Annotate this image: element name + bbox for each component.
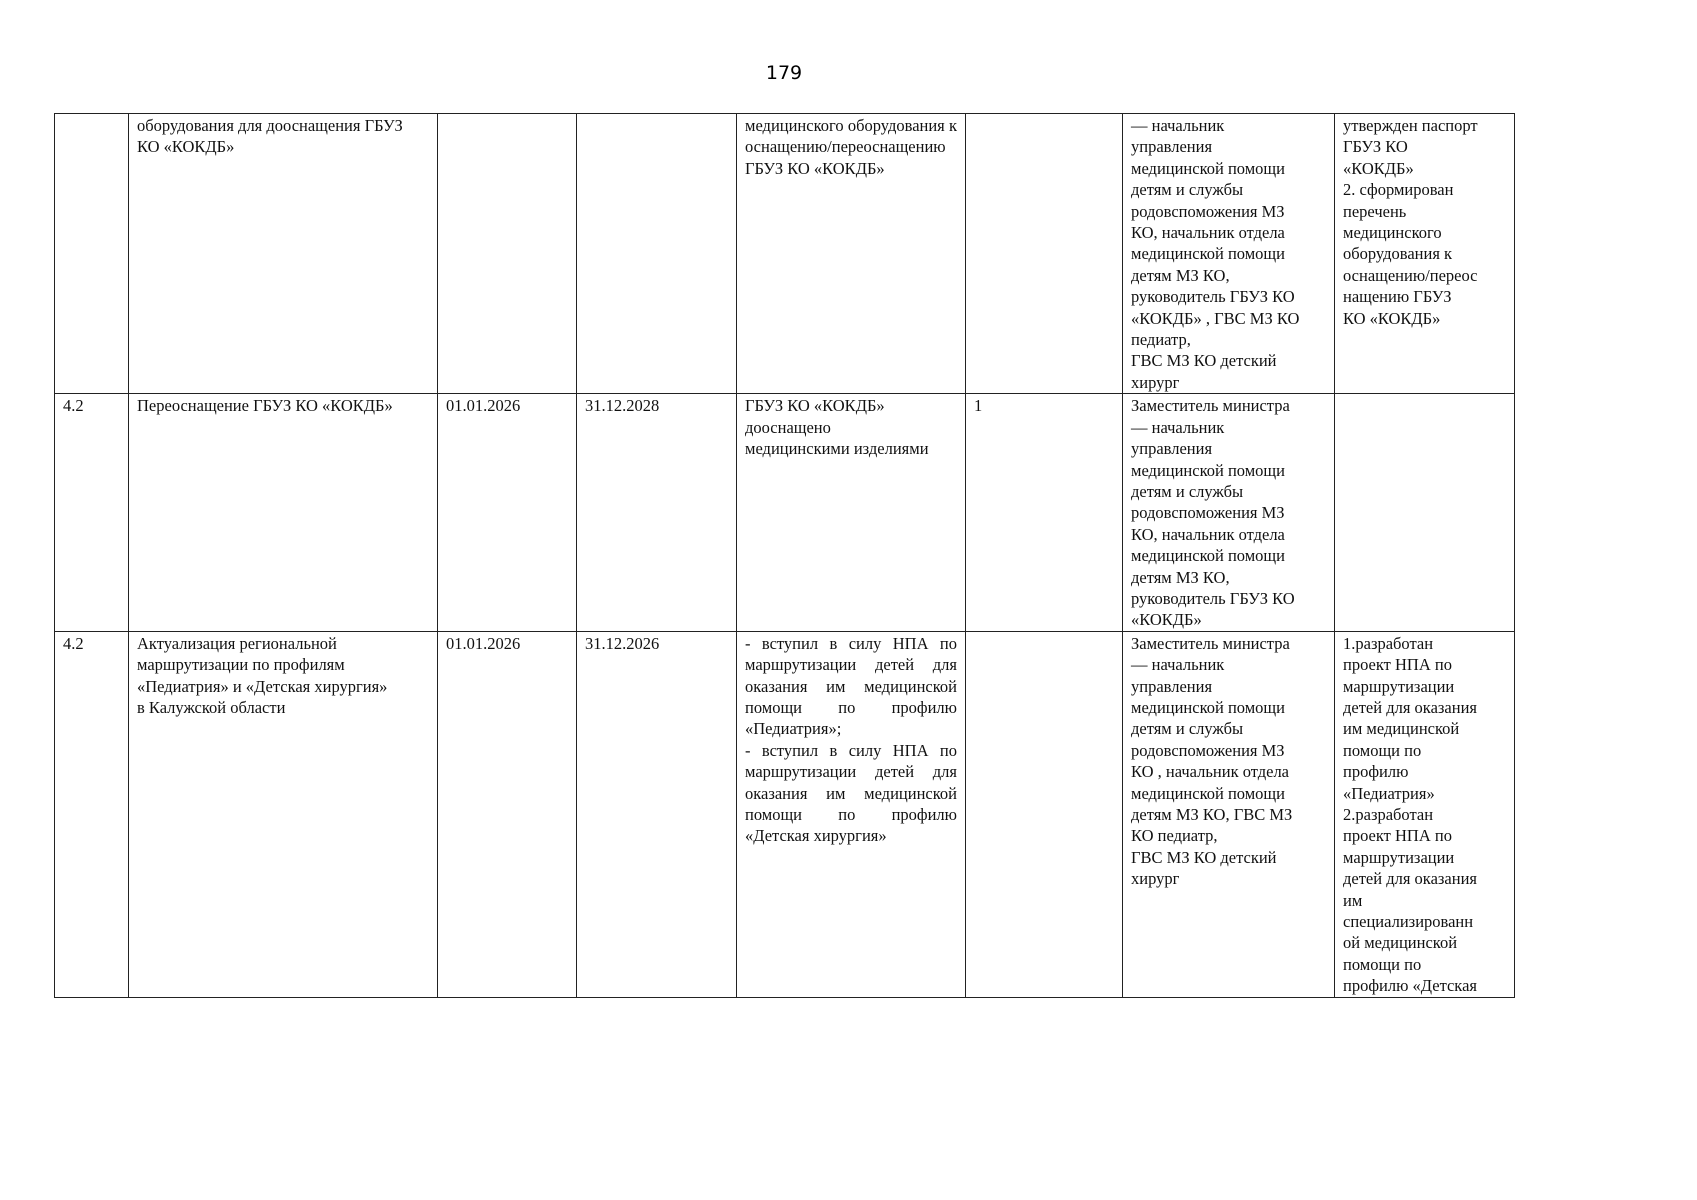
cell-activity: Актуализация региональной маршрутизации по профилям «Педиатрия» и «Детская хирургия» в Калужской области	[129, 631, 438, 997]
cell-end-date	[577, 114, 737, 394]
table-row	[55, 631, 1515, 997]
cell-number: 4.2	[55, 631, 129, 997]
cell-value: 1	[966, 394, 1123, 631]
cell-end-date: 31.12.2028	[577, 394, 737, 631]
cell-end-date: 31.12.2026	[577, 631, 737, 997]
cell-control: 1.разработан проект НПА по маршрутизации детей для оказания им медицинской помощи по профилю «Педиатрия» 2.разработан проект НПА по маршрутизации детей для оказания им специализированн ой медицинской помощи по профилю «Детская	[1335, 631, 1515, 997]
cell-start-date: 01.01.2026	[438, 394, 577, 631]
cell-result: - вступил в силу НПА по маршрутизации детей для оказания им медицинской помощи по профилю «Педиатрия»; - вступил в силу НПА по маршрутизации детей для оказания им медицинской помощи по профилю «Детская хирургия»	[737, 631, 966, 997]
cell-activity: Переоснащение ГБУЗ КО «КОКДБ»	[129, 394, 438, 631]
table-row	[55, 114, 1515, 394]
cell-start-date	[438, 114, 577, 394]
page-number: 179	[765, 62, 803, 84]
cell-value	[966, 114, 1123, 394]
cell-control: утвержден паспорт ГБУЗ КО «КОКДБ» 2. сформирован перечень медицинского оборудования к оснащению/переос нащению ГБУЗ КО «КОКДБ»	[1335, 114, 1515, 394]
cell-responsible: Заместитель министра — начальник управления медицинской помощи детям и службы родовспоможения МЗ КО, начальник отдела медицинской помощи детям МЗ КО, руководитель ГБУЗ КО «КОКДБ»	[1123, 394, 1335, 631]
cell-responsible: — начальник управления медицинской помощи детям и службы родовспоможения МЗ КО, начальник отдела медицинской помощи детям МЗ КО, руководитель ГБУЗ КО «КОКДБ» , ГВС МЗ КО педиатр, ГВС МЗ КО детский хирург	[1123, 114, 1335, 394]
cell-responsible: Заместитель министра — начальник управления медицинской помощи детям и службы родовспоможения МЗ КО , начальник отдела медицинской помощи детям МЗ КО, ГВС МЗ КО педиатр, ГВС МЗ КО детский хирург	[1123, 631, 1335, 997]
cell-number: 4.2	[55, 394, 129, 631]
table-row	[55, 394, 1515, 631]
cell-control	[1335, 394, 1515, 631]
cell-activity: оборудования для дооснащения ГБУЗ КО «КОКДБ»	[129, 114, 438, 394]
cell-number	[55, 114, 129, 394]
cell-value	[966, 631, 1123, 997]
cell-result: ГБУЗ КО «КОКДБ» дооснащено медицинскими изделиями	[737, 394, 966, 631]
cell-start-date: 01.01.2026	[438, 631, 577, 997]
cell-result: медицинского оборудования к оснащению/переоснащению ГБУЗ КО «КОКДБ»	[737, 114, 966, 394]
activity-plan-table	[54, 113, 1515, 998]
